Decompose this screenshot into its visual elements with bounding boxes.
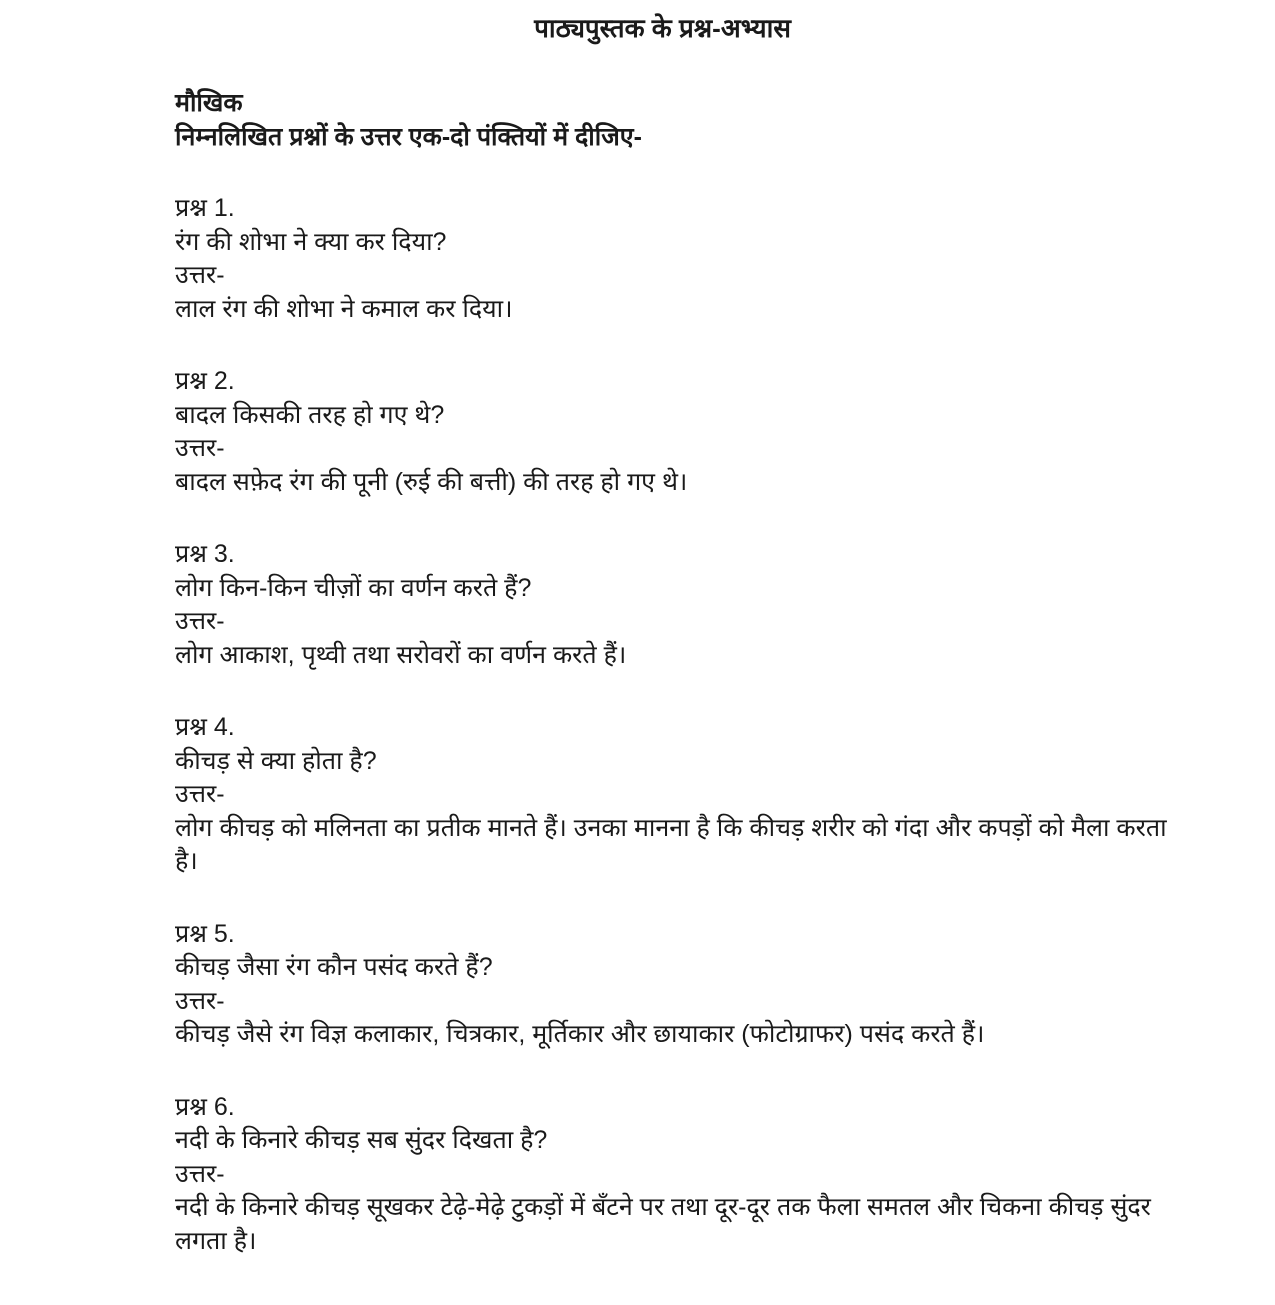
page-title: पाठ्यपुस्तक के प्रश्न-अभ्यास	[534, 13, 791, 43]
answer-text: कीचड़ जैसे रंग विज्ञ कलाकार, चित्रकार, मूर्तिकार और छायाकार (फोटोग्राफर) पसंद करते हैं।	[175, 1020, 985, 1048]
qa-item-4	[175, 711, 1175, 879]
answer-label: उत्तर-	[175, 986, 225, 1015]
qa-item-3	[175, 538, 1175, 672]
section-heading: मौखिक	[175, 89, 243, 117]
document-body	[175, 86, 1175, 1297]
question-number: प्रश्न 2.	[175, 367, 235, 395]
question-number: प्रश्न 5.	[175, 919, 235, 948]
question-number: प्रश्न 6.	[175, 1092, 235, 1121]
question-number: प्रश्न 1.	[175, 194, 235, 222]
qa-item-2	[175, 365, 1175, 499]
answer-text: नदी के किनारे कीचड़ सूखकर टेढ़े-मेढ़े टुकड़ों में बँटने पर तथा दूर-दूर तक फैला समतल और चिकना कीचड़ सुंदर लगता है।	[175, 1193, 1151, 1255]
question-text: लोग किन-किन चीज़ों का वर्णन करते हैं?	[175, 573, 532, 602]
question-text: बादल किसकी तरह हो गए थे?	[175, 400, 445, 429]
qa-item-6	[175, 1091, 1175, 1259]
answer-text: लोग कीचड़ को मलिनता का प्रतीक मानते हैं। उनका मानना है कि कीचड़ शरीर को गंदा और कपड़ों को मैला करता है।	[175, 813, 1167, 875]
answer-text: बादल सफ़ेद रंग की पूनी (रुई की बत्ती) की तरह हो गए थे।	[175, 467, 688, 496]
answer-label: उत्तर-	[175, 261, 225, 289]
answer-label: उत्तर-	[175, 434, 225, 462]
question-text: रंग की शोभा ने क्या कर दिया?	[175, 227, 447, 256]
answer-text: लोग आकाश, पृथ्वी तथा सरोवरों का वर्णन करते हैं।	[175, 640, 627, 669]
question-number: प्रश्न 4.	[175, 713, 235, 741]
instruction-text: निम्नलिखित प्रश्नों के उत्तर एक-दो पंक्तियों में दीजिए-	[175, 123, 642, 151]
question-text: कीचड़ से क्या होता है?	[175, 746, 377, 775]
answer-label: उत्तर-	[175, 780, 225, 808]
answer-label: उत्तर-	[175, 1159, 225, 1188]
answer-text: लाल रंग की शोभा ने कमाल कर दिया।	[175, 294, 513, 323]
question-text: कीचड़ जैसा रंग कौन पसंद करते हैं?	[175, 953, 493, 981]
question-text: नदी के किनारे कीचड़ सब सुंदर दिखता है?	[175, 1126, 548, 1154]
question-number: प्रश्न 3.	[175, 540, 235, 568]
qa-item-5	[175, 918, 1175, 1052]
answer-label: उत्तर-	[175, 607, 225, 635]
qa-item-1	[175, 192, 1175, 326]
